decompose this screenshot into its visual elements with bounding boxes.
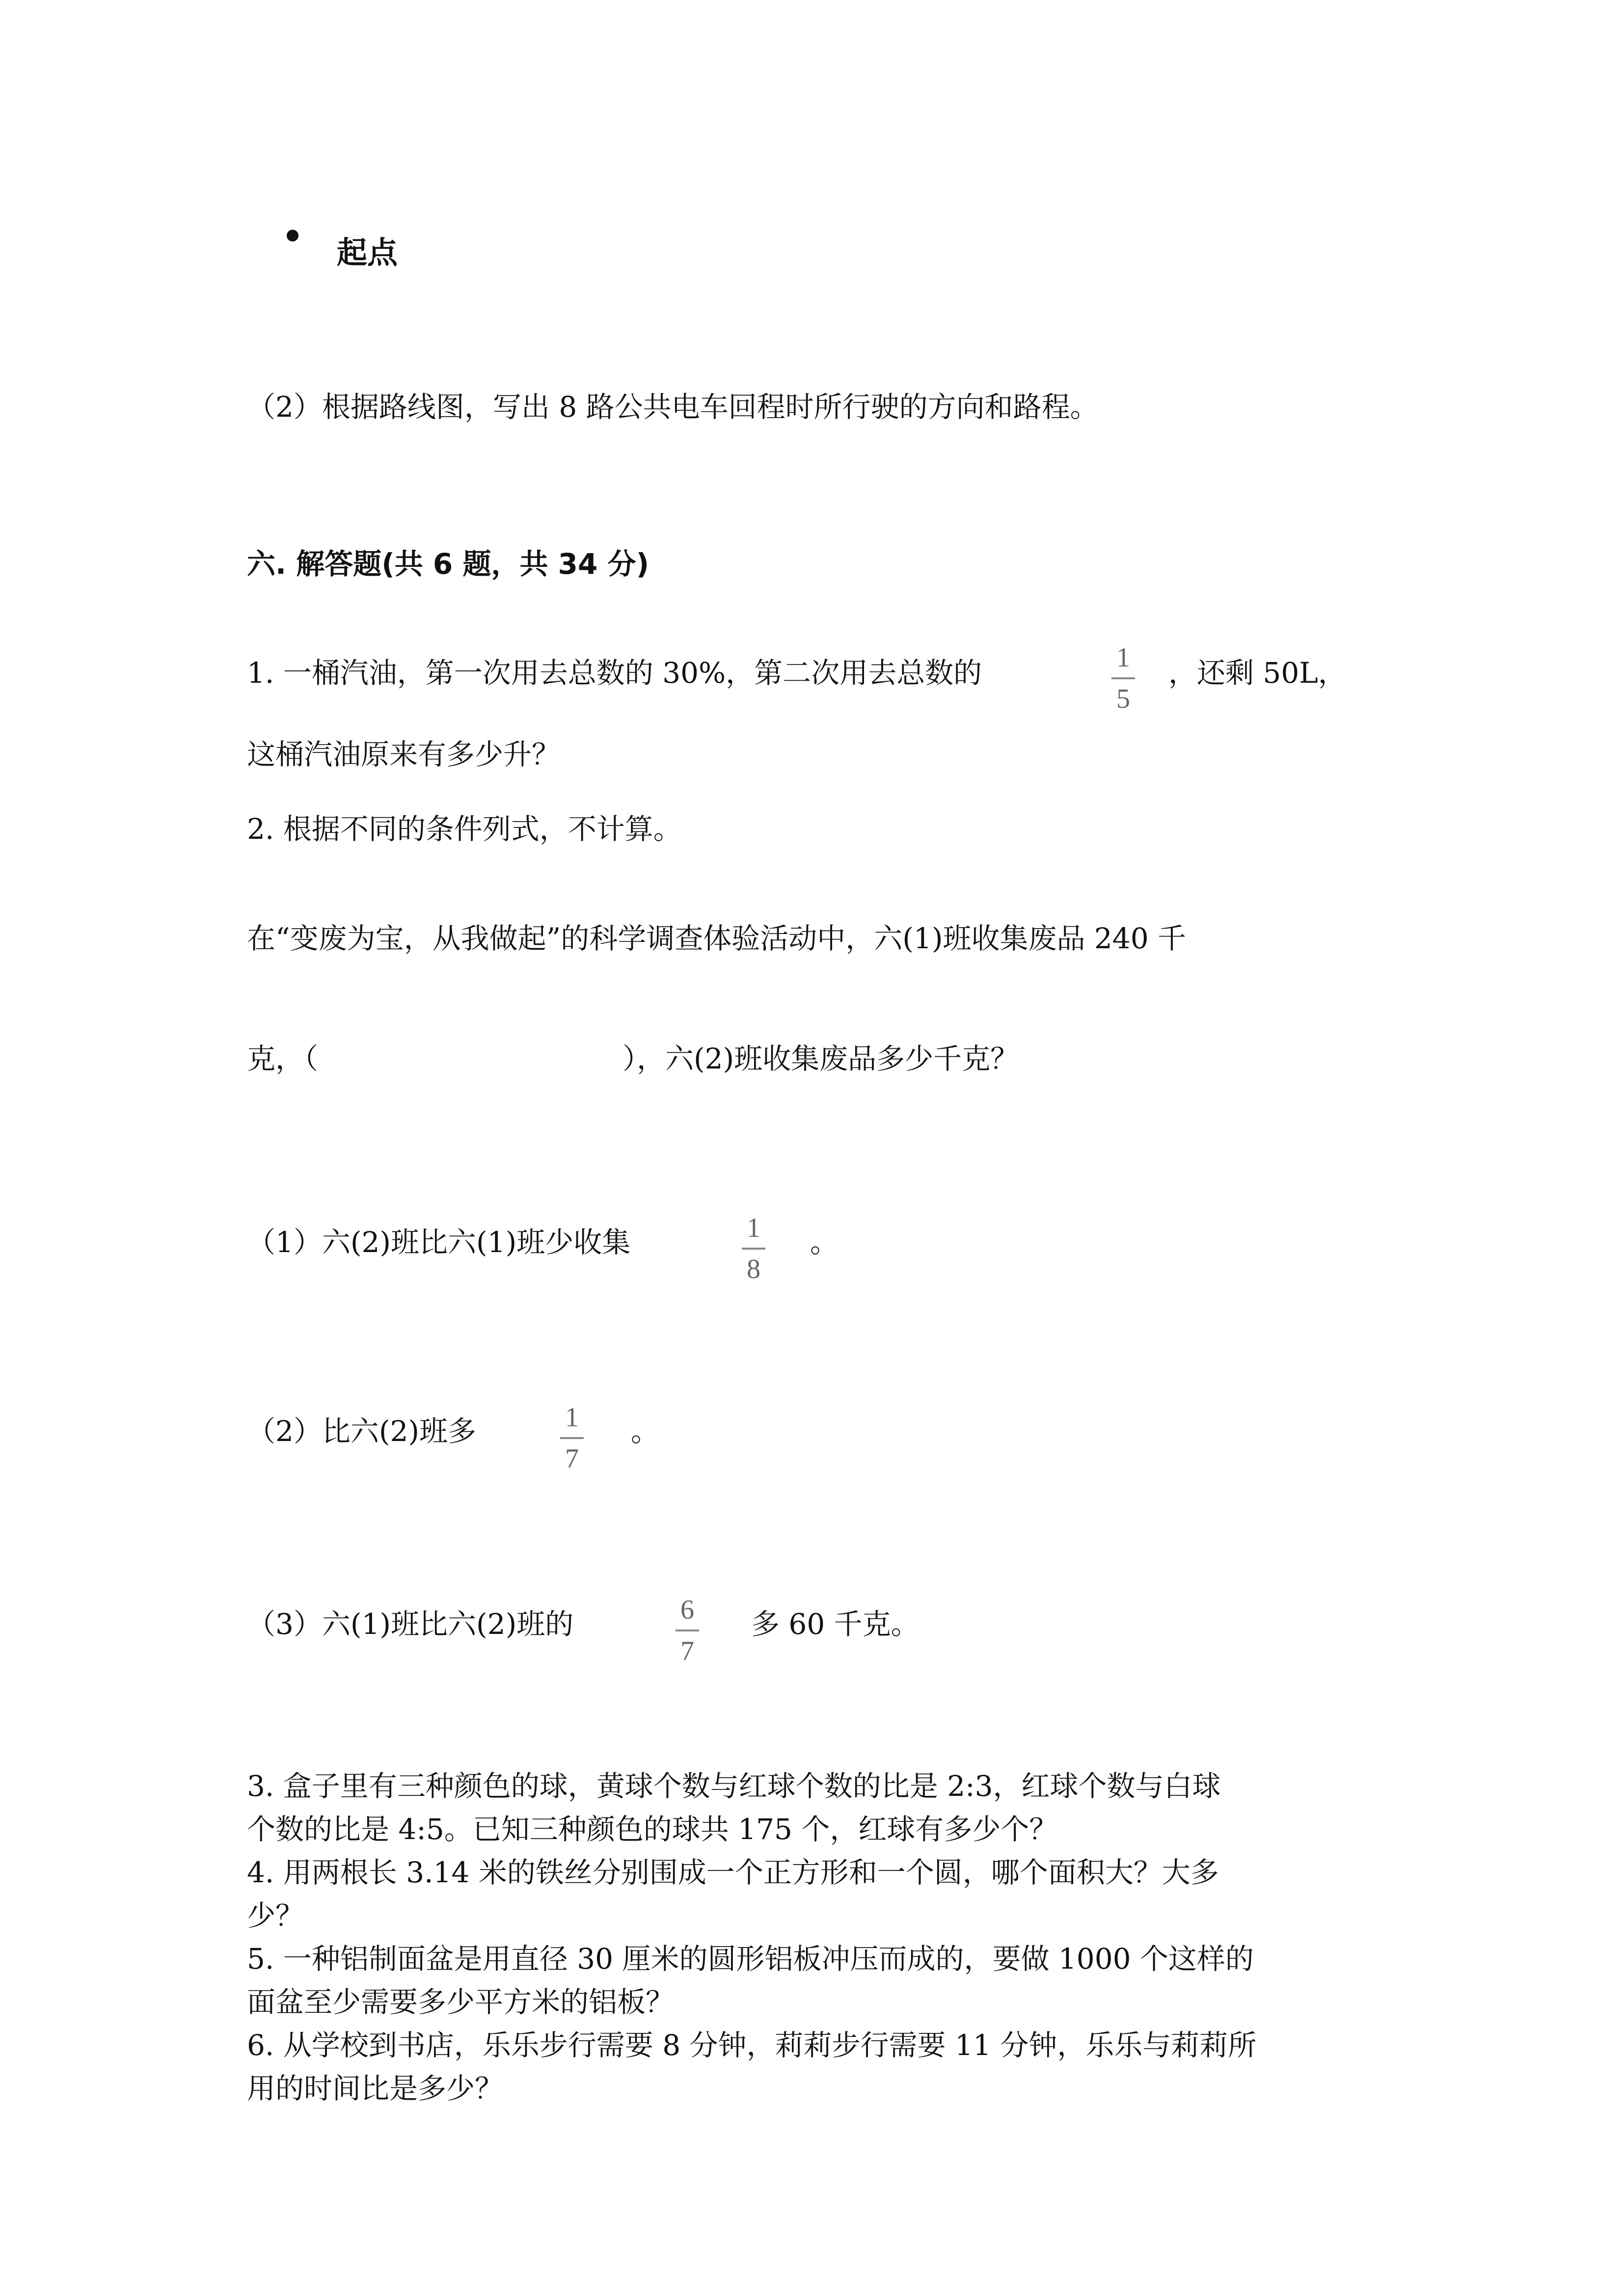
condition-1-end: 。	[810, 1226, 839, 1259]
problem-1-line1-b: ，还剩 50L，	[1168, 656, 1347, 690]
fraction-numerator: 6	[680, 1595, 694, 1625]
question-5-2: （2）根据路线图，写出 8 路公共电车回程时所行驶的方向和路程。	[247, 390, 1099, 424]
fraction-1-8	[739, 1214, 768, 1283]
problem-6-line2: 用的时间比是多少？	[247, 2072, 504, 2105]
fraction-numerator: 1	[1116, 642, 1130, 673]
fraction-denominator: 7	[565, 1443, 579, 1474]
condition-2-end: 。	[631, 1415, 660, 1448]
problem-2-context-line2-a: 克，（	[247, 1042, 319, 1075]
problem-2-intro: 2. 根据不同的条件列式，不计算。	[247, 812, 682, 846]
problem-4-line2: 少？	[247, 1899, 304, 1932]
problem-5-line2: 面盆至少需要多少平方米的铝板？	[247, 1985, 675, 2019]
fraction-bar	[742, 1248, 765, 1250]
start-point-label: 起点	[337, 235, 398, 270]
problem-2-context-line2-b: ），六(2)班收集废品多少千克？	[623, 1042, 1019, 1075]
fraction-bar	[1111, 677, 1135, 679]
fraction-1-7	[557, 1404, 587, 1472]
condition-3-text: （3）六(1)班比六(2)班的	[247, 1607, 574, 1641]
fraction-numerator: 1	[565, 1402, 579, 1433]
fraction-denominator: 5	[1116, 684, 1130, 714]
problem-3-line1: 3. 盒子里有三种颜色的球，黄球个数与红球个数的比是 2:3，红球个数与白球	[247, 1769, 1221, 1803]
problem-2-context-line1: 在“变废为宝，从我做起”的科学调查体验活动中，六(1)班收集废品 240 千	[247, 922, 1187, 955]
fraction-bar	[676, 1629, 699, 1631]
fraction-numerator: 1	[747, 1213, 760, 1243]
condition-2-text: （2）比六(2)班多	[247, 1415, 477, 1448]
problem-6-line1: 6. 从学校到书店，乐乐步行需要 8 分钟，莉莉步行需要 11 分钟，乐乐与莉莉所	[247, 2029, 1257, 2062]
fraction-denominator: 8	[747, 1254, 760, 1284]
start-point-dot	[287, 230, 298, 241]
fraction-6-7	[673, 1596, 702, 1665]
fraction-bar	[560, 1437, 584, 1439]
problem-3-line2: 个数的比是 4:5。已知三种颜色的球共 175 个，红球有多少个？	[247, 1813, 1058, 1846]
problem-1-line2: 这桶汽油原来有多少升？	[247, 738, 561, 771]
problem-4-line1: 4. 用两根长 3.14 米的铁丝分别围成一个正方形和一个圆，哪个面积大？大多	[247, 1856, 1219, 1889]
problem-5-line1: 5. 一种铝制面盆是用直径 30 厘米的圆形铝板冲压而成的，要做 1000 个这样的	[247, 1942, 1254, 1976]
problem-1-line1-a: 1. 一桶汽油，第一次用去总数的 30%，第二次用去总数的	[247, 656, 982, 690]
fraction-1-5	[1109, 644, 1138, 713]
fraction-denominator: 7	[680, 1636, 694, 1666]
condition-3-end: 多 60 千克。	[751, 1607, 920, 1641]
condition-1-text: （1）六(2)班比六(1)班少收集	[247, 1226, 631, 1259]
section-title: 六. 解答题(共 6 题，共 34 分)	[247, 547, 650, 581]
